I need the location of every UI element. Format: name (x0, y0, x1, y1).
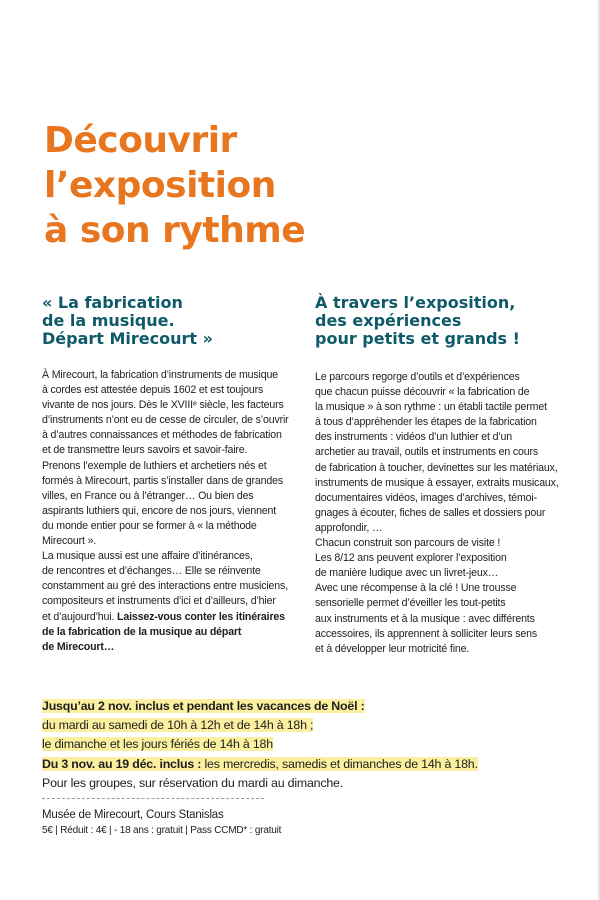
heading-line: « La fabrication (42, 293, 183, 312)
title-line: à son rythme (44, 210, 306, 251)
text-line: à d’autres connaissances et méthodes de fabrication (42, 429, 282, 442)
left-heading (42, 294, 292, 348)
text-line: du monde entier pour se former à « la méthode (42, 519, 257, 532)
hours-detail: du mardi au samedi de 10h à 12h et de 14h à 18h ; (42, 718, 314, 733)
text-segment: et d’aujourd’hui. (42, 610, 115, 623)
text-line: vivante de nos jours. Dès le XVIIIᵉ siècle, les facteurs (42, 399, 284, 412)
text-line: de manière ludique avec un livret-jeux… (315, 567, 499, 580)
text-line: constamment au gré des interactions entre musiciens, (42, 580, 288, 593)
hours-detail: le dimanche et les jours fériés de 14h à 18h (42, 737, 273, 752)
bold-text: Laissez-vous conter les itinéraires (117, 610, 285, 623)
text-line: À Mirecourt, la fabrication d’instruments de musique (42, 369, 278, 381)
text-line: Prenons l’exemple de luthiers et archetiers nés et (42, 459, 267, 472)
page-title (44, 118, 305, 253)
text-line: à tous d’appréhender les étapes de la fabrication (315, 416, 537, 429)
heading-line: de la musique. (42, 311, 175, 330)
text-line: et à développer leur motricité fine. (315, 642, 470, 655)
heading-line: pour petits et grands ! (315, 329, 520, 348)
text-line: aux instruments et à la musique : avec différents (315, 612, 535, 625)
bold-line: de Mirecourt… (42, 640, 115, 653)
right-body-text (315, 370, 565, 657)
dashed-divider (42, 798, 264, 799)
venue-address: Musée de Mirecourt, Cours Stanislas (42, 809, 224, 821)
hours-line (42, 755, 478, 774)
text-line: d’instruments n’ont eu de cesse de circuler, de s’ouvrir (42, 414, 289, 427)
hours-detail-text: les mercredis, samedis et dimanches de 14h à 18h. (201, 756, 478, 771)
text-line: Chacun construit son parcours de visite ! (315, 537, 501, 550)
text-line: approfondir, … (315, 521, 383, 534)
text-line: de fabrication à toucher, devinettes sur les matériaux, (315, 461, 558, 474)
ticket-prices: 5€ | Réduit : 4€ | - 18 ans : gratuit | Pass CCMD* : gratuit (42, 825, 282, 836)
text-line: archetier au travail, outils et instruments en cours (315, 446, 539, 459)
bold-line: de la fabrication de la musique au départ (42, 625, 242, 638)
text-line: compositeurs et instruments d’ici et d’ailleurs, d’hier (42, 595, 276, 608)
text-line: à cordes est attestée depuis 1602 et est toujours (42, 384, 264, 397)
text-line: Les 8/12 ans peuvent explorer l’exposition (315, 552, 507, 565)
group-booking-note: Pour les groupes, sur réservation du mardi au dimanche. (42, 775, 343, 790)
title-line: Découvrir (44, 120, 237, 161)
text-line: de rencontres et d’échanges… Elle se réinvente (42, 565, 261, 578)
text-line: Le parcours regorge d’outils et d’expériences (315, 371, 520, 383)
text-line: instruments de musique à essayer, extraits musicaux, (315, 476, 559, 489)
text-line: documentaires vidéos, images d’archives, témoi- (315, 491, 537, 504)
heading-line: Départ Mirecourt » (42, 329, 213, 348)
text-line: la musique » à son rythme : un établi tactile permet (315, 401, 547, 414)
left-body-text (42, 368, 292, 655)
right-column (315, 294, 565, 657)
heading-line: À travers l’exposition, (315, 293, 516, 312)
heading-line: des expériences (315, 311, 462, 330)
text-line: gnages à écouter, fiches de salles et dossiers pour (315, 506, 546, 519)
text-line: et de transmettre leurs savoirs et savoir-faire. (42, 444, 248, 457)
text-line: des instruments : vidéos d’un luthier et d’un (315, 431, 512, 444)
text-line: La musique aussi est une affaire d’itinérances, (42, 550, 253, 563)
text-line: villes, en France ou à l’étranger… Ou bien des (42, 489, 254, 502)
hours-line (42, 735, 478, 754)
hours-line (42, 716, 478, 735)
opening-hours (42, 697, 478, 793)
text-line: accessoires, ils apprennent à solliciter leurs sens (315, 627, 537, 640)
text-line (42, 610, 292, 625)
hours-period: Jusqu’au 2 nov. inclus et pendant les vacances de Noël : (42, 699, 365, 713)
title-line: l’exposition (44, 165, 276, 206)
text-line: sensorielle permet d’éveiller les tout-petits (315, 597, 506, 610)
right-heading (315, 294, 565, 348)
text-line: que chacun puisse découvrir « la fabrication de (315, 386, 530, 399)
text-line: aspirants luthiers qui, encore de nos jours, viennent (42, 504, 277, 517)
text-line: Avec une récompense à la clé ! Une trousse (315, 582, 517, 595)
hours-detail (42, 757, 478, 771)
hours-line (42, 697, 478, 716)
text-line: formés à Mirecourt, partis s’installer dans de grandes (42, 474, 283, 487)
text-line: Mirecourt ». (42, 535, 97, 548)
left-column (42, 294, 292, 655)
hours-period: Du 3 nov. au 19 déc. inclus : (42, 756, 202, 771)
